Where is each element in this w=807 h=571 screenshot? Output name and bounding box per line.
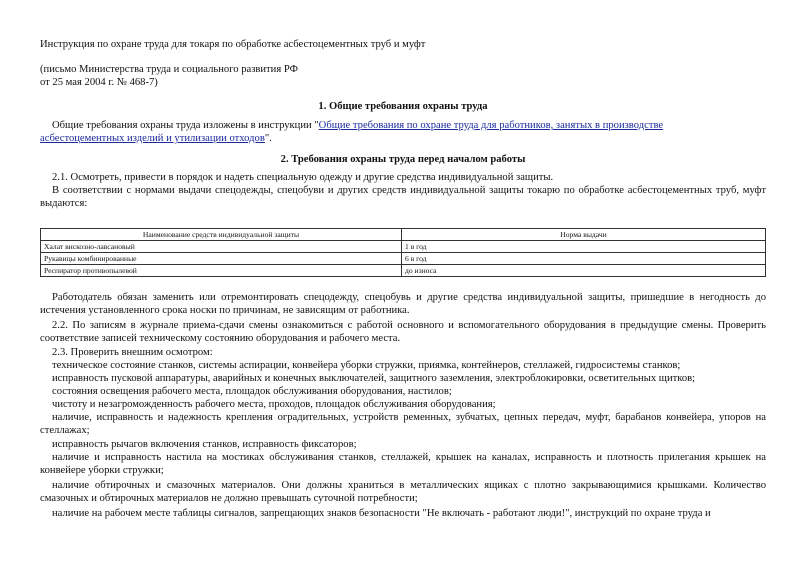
table-cell-item: Респиратор противопылевой <box>41 265 402 277</box>
ppe-norms-table <box>40 228 766 277</box>
table-cell-item: Рукавицы комбинированные <box>41 253 402 265</box>
inspection-item: наличие на рабочем месте таблицы сигналов, запрещающих знаков безопасности "Не включать - работают люди!", инструкций по охране труда и <box>52 508 711 519</box>
general-requirements-link[interactable]: Общие требования по охране труда для работников, занятых в производстве <box>318 120 664 131</box>
table-cell-norm: 6 в год <box>402 253 766 265</box>
section-1-text-before: Общие требования охраны труда изложены в инструкции " <box>52 120 319 131</box>
inspection-item: исправность пусковой аппаратуры, аварийных и конечных выключателей, защитного заземления, электроблокировки, осветительных щитков; <box>52 373 696 384</box>
inspection-item: состояния освещения рабочего места, площадок обслуживания оборудования, настилов; <box>52 386 452 397</box>
table-header-norm: Норма выдачи <box>402 229 766 241</box>
section-2-item-2-1: 2.1. Осмотреть, привести в порядок и надеть специальную одежду и другие средства индивидуальной защиты. <box>52 172 554 183</box>
table-cell-norm: до износа <box>402 265 766 277</box>
employer-obligation-paragraph: Работодатель обязан заменить или отремонтировать спецодежду, спецобувь и другие средства индивидуальной защиты, пришедшие в негодность до истечения установленного срока носки по причинам, не зависящим от работника. <box>40 292 766 316</box>
section-2-ppe-intro: В соответствии с нормами выдачи спецодежды, спецобуви и других средств индивидуальной защиты токарю по обработке асбестоцементных труб, муфт выдаются: <box>40 185 766 209</box>
document-title: Инструкция по охране труда для токаря по обработке асбестоцементных труб и муфт <box>40 39 426 50</box>
source-line-2: от 25 мая 2004 г. № 468-7) <box>40 77 158 88</box>
table-cell-norm: 1 в год <box>402 241 766 253</box>
source-line-1: (письмо Министерства труда и социального развития РФ <box>40 64 298 75</box>
table-row <box>41 241 766 253</box>
section-2-item-2-2: 2.2. По записям в журнале приема-сдачи смены ознакомиться с работой основного и вспомогательного оборудования в предыдущие смены. Проверить соответствие записей техническому состоянию оборудования и рабочего места. <box>40 320 766 344</box>
inspection-item: чистоту и незагроможденность рабочего места, проходов, площадок обслуживания оборудования; <box>52 399 496 410</box>
inspection-item: наличие обтирочных и смазочных материалов. Они должны храниться в металлических ящиках с плотно закрывающимися крышками. Количество смазочных и обтирочных материалов не должно превышать суточной потребности; <box>40 480 766 504</box>
section-2-item-2-3: 2.3. Проверить внешним осмотром: <box>52 347 213 358</box>
table-header-ppe-name: Наименование средств индивидуальной защиты <box>41 229 402 241</box>
table-cell-item: Халат вискозно-лавсановый <box>41 241 402 253</box>
section-1-heading: 1. Общие требования охраны труда <box>318 101 488 112</box>
section-1-paragraph <box>40 119 766 145</box>
section-1-text-after: ". <box>264 133 272 144</box>
general-requirements-link-cont[interactable]: асбестоцементных изделий и утилизации отходов <box>40 133 265 144</box>
inspection-item: техническое состояние станков, системы аспирации, конвейера уборки стружки, приямка, контейнеров, стеллажей, гидросистемы станков; <box>52 360 681 371</box>
inspection-item: наличие, исправность и надежность крепления оградительных, устройств ременных, зубчатых, цепных передач, муфт, барабанов конвейера, упоров на стеллажах; <box>40 412 766 436</box>
table-header-row <box>41 229 766 241</box>
inspection-item: наличие и исправность настила на мостиках обслуживания станков, стеллажей, крышек на каналах, исправность и плотность прилегания крышек на конвейере уборки стружки; <box>40 452 766 476</box>
table-row <box>41 253 766 265</box>
section-2-heading: 2. Требования охраны труда перед началом работы <box>280 154 526 165</box>
table-row <box>41 265 766 277</box>
inspection-item: исправность рычагов включения станков, исправность фиксаторов; <box>52 439 357 450</box>
